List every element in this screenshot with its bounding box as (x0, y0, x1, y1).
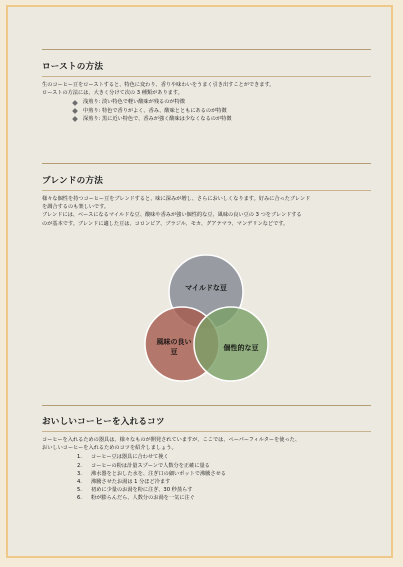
heading-underline (42, 190, 371, 191)
brew-heading: おいしいコーヒーを入れるコツ (42, 417, 165, 427)
list-item: 1. コーヒー豆は器具に合わせて挽く (77, 454, 169, 461)
heading-underline (42, 76, 371, 77)
document-page (6, 5, 393, 558)
roast-intro-line2: ローストの方法には、大きく分けて次の 3 種類があります。 (42, 90, 183, 97)
blend-venn-diagram (126, 252, 286, 392)
list-item: 2. コーヒーの粉は計量スプーンで人数分を正確に量る (77, 462, 210, 469)
diamond-bullet-icon (72, 108, 78, 114)
section-blend (42, 163, 371, 228)
blend-para1-line1: 様々な個性を持つコーヒー豆をブレンドすると、味に深みが増し、さらにおいしくなります。好みに合ったブレンド (42, 196, 311, 202)
blend-para1-line2: を調合するのも楽しいです。 (42, 204, 110, 211)
list-item: 深煎り: 黒に近い特色で、香みが強く酸味は少なくなるのが特徴 (73, 115, 371, 123)
list-item: 6. 粉が膨らんだら、人数分のお湯を一気に注ぐ (77, 495, 195, 502)
venn-label-flavor-line2: 豆 (170, 348, 178, 356)
brew-para-line1: コーヒーを入れるための器具は、様々なものが開発されていますが、ここでは、ペーパーフィルターを使った、 (42, 437, 301, 443)
blend-para2-line2: のが基本です。ブレンドに適した豆は、コロンビア、ブラジル、モカ、グアテマラ、マンデリンなどです。 (42, 220, 289, 227)
section-roast (42, 49, 371, 123)
list-item: 浅煎り: 淡い特色で軽い酸味が残るのが特徴 (73, 98, 371, 106)
section-brew (42, 405, 371, 503)
roast-heading: ローストの方法 (42, 62, 104, 72)
venn-label-mild: マイルドな豆 (185, 284, 227, 292)
list-item: 中煎り: 特色で香りがよく、香み、酸味とともにあるのが特徴 (73, 107, 371, 115)
venn-label-flavor-line1: 風味の良い (156, 338, 192, 346)
section-divider (42, 163, 371, 164)
diamond-bullet-icon (72, 100, 78, 106)
list-item: 4. 沸騰させたお湯は 1 分ほど冷ます (77, 479, 171, 486)
section-divider (42, 405, 371, 406)
blend-para2-line1: ブレンドには、ベースになるマイルドな豆、酸味や香みが強い個性的な豆、風味の良い豆の 3 つをブレンドする (42, 212, 302, 219)
roast-list (73, 98, 371, 123)
diamond-bullet-icon (72, 116, 78, 122)
brew-para-line2: おいしいコーヒーを入れるためのコツを紹介しましょう。 (42, 445, 177, 452)
heading-underline (42, 431, 371, 432)
list-item: 5. 初めに少量のお湯を粉に注ぎ、30 秒蒸らす (77, 487, 193, 494)
blend-heading: ブレンドの方法 (42, 176, 103, 186)
brew-steps-list (77, 453, 371, 502)
roast-intro-line1: 生のコーヒー豆をローストすると、特色に変わり、香りや味わいをうまく引き出すことができます。 (42, 82, 275, 88)
venn-label-character: 個性的な豆 (223, 344, 259, 352)
section-divider (42, 49, 371, 50)
list-item: 3. 沸水器をとおした水を、注ぎ口の細いポットで沸騰させる (77, 470, 226, 477)
